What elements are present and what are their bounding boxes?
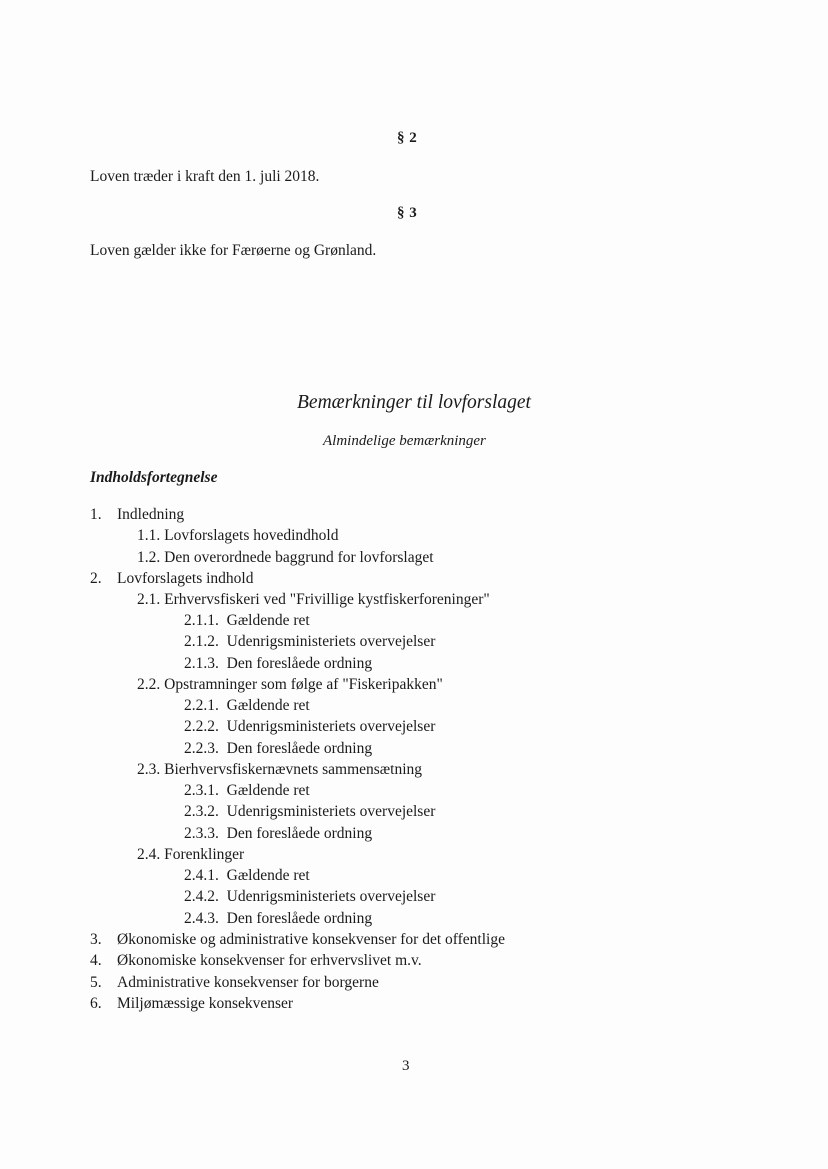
toc-item-label: 2.1.1. Gældende ret [184,612,310,629]
toc-item-label: 2.3.2. Udenrigsministeriets overvejelser [184,803,436,820]
toc-item-label: Miljømæssige konsekvenser [117,995,294,1012]
toc-item-label: 1.2. Den overordnede baggrund for lovforslaget [137,549,434,566]
toc-item-number: 4. [90,952,102,969]
toc-item-label: Administrative konsekvenser for borgerne [117,974,379,991]
section-3-text: Loven gælder ikke for Færøerne og Grønland. [90,242,377,259]
toc-item-number: 1. [90,506,102,523]
toc-item-label: 2.1.2. Udenrigsministeriets overvejelser [184,633,436,650]
toc-item-label: 2.2.3. Den foreslåede ordning [184,740,373,757]
toc-item-label: 2.4.2. Udenrigsministeriets overvejelser [184,888,436,905]
toc-item-number: 2. [90,570,102,587]
section-2-heading: § 2 [397,130,418,146]
toc-item-label: 2.1. Erhvervsfiskeri ved "Frivillige kystfiskerforeninger" [137,591,490,608]
toc-item-label: Lovforslagets indhold [117,570,254,587]
toc-item-label: 2.2. Opstramninger som følge af "Fiskeripakken" [137,676,443,693]
toc-item-label: 2.3. Bierhvervsfiskernævnets sammensætning [137,761,422,778]
section-2-text: Loven træder i kraft den 1. juli 2018. [90,168,320,185]
section-3-heading: § 3 [397,205,418,221]
toc-title: Indholdsfortegnelse [90,469,218,486]
toc-item-label: 2.3.3. Den foreslåede ordning [184,825,373,842]
toc-item-label: 2.4.1. Gældende ret [184,867,310,884]
toc-item-label: 2.2.1. Gældende ret [184,697,310,714]
toc-item-label: 2.4.3. Den foreslåede ordning [184,910,373,927]
toc-item-label: 2.3.1. Gældende ret [184,782,310,799]
remarks-title: Bemærkninger til lovforslaget [297,392,531,413]
toc-item-label: 1.1. Lovforslagets hovedindhold [137,527,339,544]
toc-item-label: Økonomiske konsekvenser for erhvervslivet m.v. [117,952,422,969]
toc-item-label: 2.4. Forenklinger [137,846,245,863]
toc-item-label: Økonomiske og administrative konsekvenser for det offentlige [117,931,505,948]
toc-item-label: Indledning [117,506,185,523]
page-number: 3 [402,1058,410,1074]
toc-item-number: 6. [90,995,102,1012]
remarks-subtitle: Almindelige bemærkninger [323,433,486,449]
toc-item-number: 5. [90,974,102,991]
toc-item-label: 2.2.2. Udenrigsministeriets overvejelser [184,718,436,735]
toc-item-label: 2.1.3. Den foreslåede ordning [184,655,373,672]
toc-item-number: 3. [90,931,102,948]
